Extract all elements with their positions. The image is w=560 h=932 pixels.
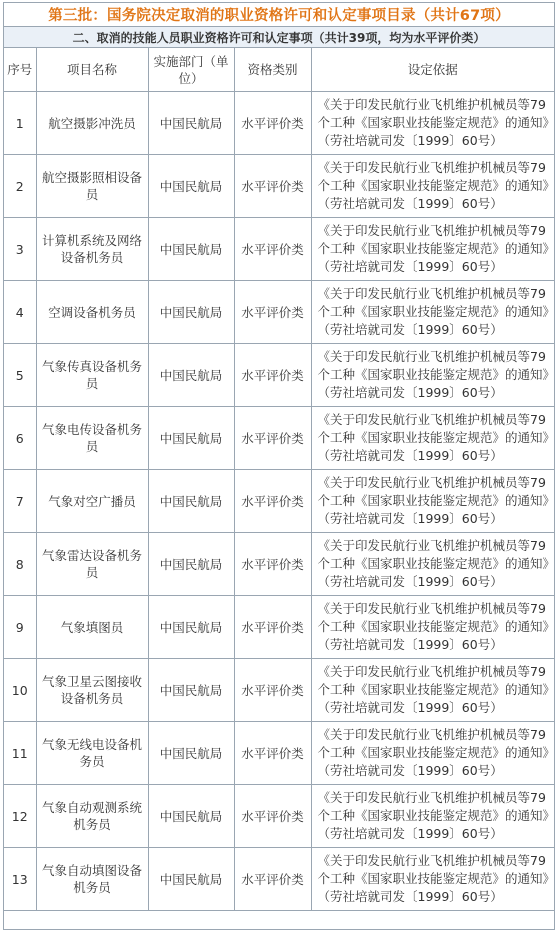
cell-name: 气象雷达设备机务员 <box>36 533 148 596</box>
table-body <box>4 92 554 911</box>
cell-no: 7 <box>4 470 36 533</box>
table-header-row <box>4 48 554 92</box>
table-row <box>4 407 554 470</box>
table-row <box>4 785 554 848</box>
cell-type: 水平评价类 <box>234 155 311 218</box>
cell-basis: 《关于印发民航行业飞机维护机械员等79个工种《国家职业技能鉴定规范》的通知》（劳社培就司发〔1999〕60号） <box>311 533 554 596</box>
cell-no: 2 <box>4 155 36 218</box>
cell-basis: 《关于印发民航行业飞机维护机械员等79个工种《国家职业技能鉴定规范》的通知》（劳社培就司发〔1999〕60号） <box>311 722 554 785</box>
cell-dept: 中国民航局 <box>148 596 234 659</box>
cell-name: 气象自动观测系统机务员 <box>36 785 148 848</box>
cell-dept: 中国民航局 <box>148 218 234 281</box>
cell-no: 8 <box>4 533 36 596</box>
header-basis: 设定依据 <box>311 48 554 92</box>
table-row <box>4 533 554 596</box>
cell-no: 1 <box>4 92 36 155</box>
cell-type: 水平评价类 <box>234 722 311 785</box>
cell-name: 空调设备机务员 <box>36 281 148 344</box>
cell-type: 水平评价类 <box>234 92 311 155</box>
cell-name: 气象对空广播员 <box>36 470 148 533</box>
cell-basis: 《关于印发民航行业飞机维护机械员等79个工种《国家职业技能鉴定规范》的通知》（劳社培就司发〔1999〕60号） <box>311 470 554 533</box>
header-no: 序号 <box>4 48 36 92</box>
cell-basis: 《关于印发民航行业飞机维护机械员等79个工种《国家职业技能鉴定规范》的通知》（劳社培就司发〔1999〕60号） <box>311 344 554 407</box>
cell-basis: 《关于印发民航行业飞机维护机械员等79个工种《国家职业技能鉴定规范》的通知》（劳社培就司发〔1999〕60号） <box>311 407 554 470</box>
cell-no: 10 <box>4 659 36 722</box>
table-row <box>4 470 554 533</box>
cell-dept: 中国民航局 <box>148 785 234 848</box>
cell-no: 13 <box>4 848 36 911</box>
cell-name: 气象电传设备机务员 <box>36 407 148 470</box>
qualification-list-document <box>3 2 555 930</box>
cell-basis: 《关于印发民航行业飞机维护机械员等79个工种《国家职业技能鉴定规范》的通知》（劳社培就司发〔1999〕60号） <box>311 281 554 344</box>
cell-no: 4 <box>4 281 36 344</box>
table-row <box>4 596 554 659</box>
header-type: 资格类别 <box>234 48 311 92</box>
cell-type: 水平评价类 <box>234 785 311 848</box>
cell-type: 水平评价类 <box>234 407 311 470</box>
cell-name: 气象无线电设备机务员 <box>36 722 148 785</box>
cell-dept: 中国民航局 <box>148 344 234 407</box>
cell-dept: 中国民航局 <box>148 407 234 470</box>
cell-type: 水平评价类 <box>234 596 311 659</box>
header-dept: 实施部门（单位） <box>148 48 234 92</box>
cell-type: 水平评价类 <box>234 470 311 533</box>
cell-basis: 《关于印发民航行业飞机维护机械员等79个工种《国家职业技能鉴定规范》的通知》（劳社培就司发〔1999〕60号） <box>311 848 554 911</box>
cell-dept: 中国民航局 <box>148 470 234 533</box>
table-row <box>4 659 554 722</box>
cell-type: 水平评价类 <box>234 281 311 344</box>
table-row <box>4 281 554 344</box>
cell-name: 气象填图员 <box>36 596 148 659</box>
cell-type: 水平评价类 <box>234 848 311 911</box>
cell-no: 6 <box>4 407 36 470</box>
table-row <box>4 218 554 281</box>
cell-dept: 中国民航局 <box>148 92 234 155</box>
table-row <box>4 155 554 218</box>
cell-no: 9 <box>4 596 36 659</box>
document-title: 第三批：国务院决定取消的职业资格许可和认定事项目录（共计67项） <box>4 3 554 27</box>
cell-type: 水平评价类 <box>234 218 311 281</box>
cell-name: 计算机系统及网络设备机务员 <box>36 218 148 281</box>
cell-no: 3 <box>4 218 36 281</box>
section-subtitle: 二、取消的技能人员职业资格许可和认定事项（共计39项，均为水平评价类） <box>4 27 554 48</box>
cell-basis: 《关于印发民航行业飞机维护机械员等79个工种《国家职业技能鉴定规范》的通知》（劳社培就司发〔1999〕60号） <box>311 659 554 722</box>
cell-name: 气象传真设备机务员 <box>36 344 148 407</box>
cell-dept: 中国民航局 <box>148 659 234 722</box>
cell-dept: 中国民航局 <box>148 848 234 911</box>
header-name: 项目名称 <box>36 48 148 92</box>
cell-no: 5 <box>4 344 36 407</box>
table-row <box>4 848 554 911</box>
cell-dept: 中国民航局 <box>148 281 234 344</box>
cell-no: 12 <box>4 785 36 848</box>
table-row <box>4 92 554 155</box>
qualification-table <box>4 48 554 911</box>
cell-basis: 《关于印发民航行业飞机维护机械员等79个工种《国家职业技能鉴定规范》的通知》（劳社培就司发〔1999〕60号） <box>311 785 554 848</box>
cell-name: 气象卫星云图接收设备机务员 <box>36 659 148 722</box>
cell-no: 11 <box>4 722 36 785</box>
cell-dept: 中国民航局 <box>148 155 234 218</box>
cell-basis: 《关于印发民航行业飞机维护机械员等79个工种《国家职业技能鉴定规范》的通知》（劳社培就司发〔1999〕60号） <box>311 155 554 218</box>
table-row <box>4 344 554 407</box>
cell-basis: 《关于印发民航行业飞机维护机械员等79个工种《国家职业技能鉴定规范》的通知》（劳社培就司发〔1999〕60号） <box>311 596 554 659</box>
cell-name: 航空摄影照相设备员 <box>36 155 148 218</box>
cell-name: 气象自动填图设备机务员 <box>36 848 148 911</box>
table-row <box>4 722 554 785</box>
cell-basis: 《关于印发民航行业飞机维护机械员等79个工种《国家职业技能鉴定规范》的通知》（劳社培就司发〔1999〕60号） <box>311 218 554 281</box>
cell-name: 航空摄影冲洗员 <box>36 92 148 155</box>
cell-dept: 中国民航局 <box>148 722 234 785</box>
cell-basis: 《关于印发民航行业飞机维护机械员等79个工种《国家职业技能鉴定规范》的通知》（劳社培就司发〔1999〕60号） <box>311 92 554 155</box>
cell-type: 水平评价类 <box>234 659 311 722</box>
cell-dept: 中国民航局 <box>148 533 234 596</box>
cell-type: 水平评价类 <box>234 533 311 596</box>
cell-type: 水平评价类 <box>234 344 311 407</box>
